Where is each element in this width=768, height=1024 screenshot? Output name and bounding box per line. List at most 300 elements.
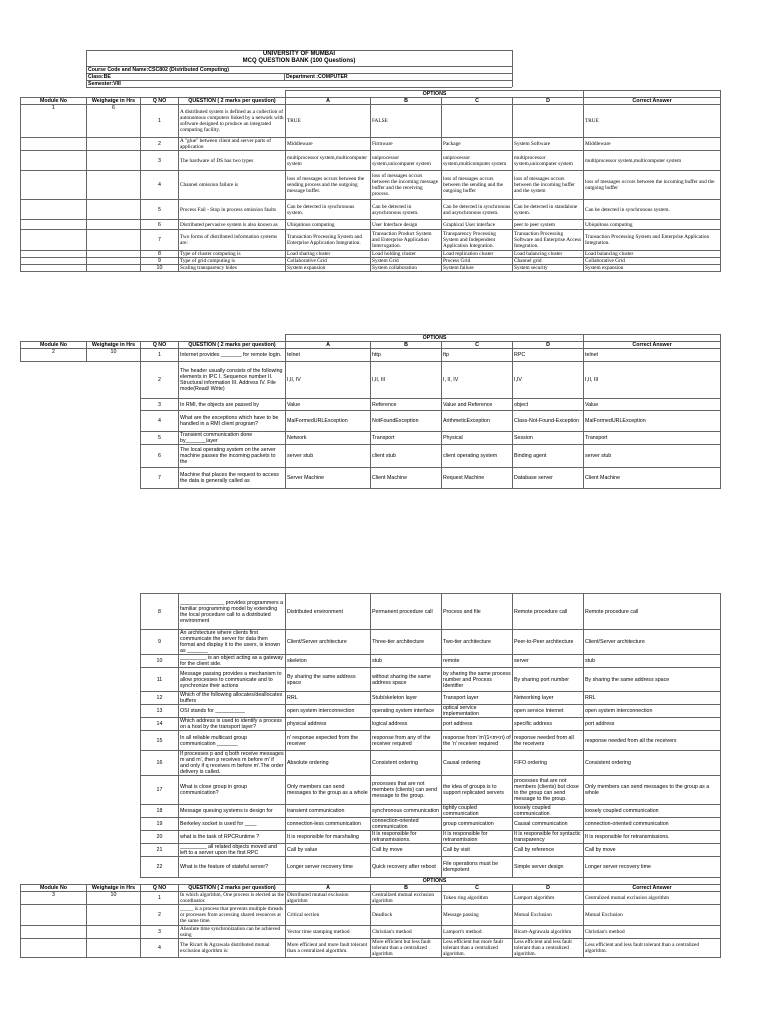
correct-answer: By sharing the same address space xyxy=(584,668,721,692)
question-number: 12 xyxy=(141,692,179,705)
question-text: Message queuing systems is design for xyxy=(179,805,286,818)
option-d-header: D xyxy=(513,885,584,892)
question-row xyxy=(21,105,721,138)
correct-answer: loss of messages occurs between the incoming buffer and the outgoing buffer xyxy=(584,171,721,200)
option-b: Consistent ordering xyxy=(371,751,442,776)
correct-answer: response needed from all the receivers xyxy=(584,731,721,751)
option-c: tightly coupled communication xyxy=(442,805,513,818)
module-number-empty xyxy=(21,432,87,445)
question-number: 4 xyxy=(141,411,179,432)
correct-answer: Client/Server architecture xyxy=(584,630,721,655)
question-number: 1 xyxy=(141,349,179,362)
question-row xyxy=(21,151,721,171)
option-c: It is responsible for retransmission xyxy=(442,831,513,844)
column-header-row xyxy=(21,885,721,892)
option-c: Less efficient but more fault tolerant than a centralized algorithm. xyxy=(442,939,513,958)
module-number-empty xyxy=(21,445,87,468)
question-row xyxy=(21,905,721,926)
qno-header: Q NO xyxy=(141,885,179,892)
column-header-row xyxy=(21,342,721,349)
correct-answer: stub xyxy=(584,655,721,668)
module-weightage: 10 xyxy=(87,892,141,905)
option-d: Mutual Exclusion xyxy=(513,905,584,926)
option-a: telnet xyxy=(286,349,371,362)
question-row xyxy=(21,668,721,692)
question-row xyxy=(21,200,721,220)
module-weightage: 6 xyxy=(87,105,141,138)
question-text: The local operating system on the server machine passes the incoming packets to the xyxy=(179,445,286,468)
option-b: Call by move xyxy=(371,844,442,857)
option-c: ftp xyxy=(442,349,513,362)
option-a: TRUE xyxy=(286,105,371,138)
question-number: 19 xyxy=(141,818,179,831)
module-weightage-empty xyxy=(87,251,141,258)
module-number-empty xyxy=(21,857,87,878)
module-no-header: Module No xyxy=(21,885,87,892)
option-c-header: C xyxy=(442,342,513,349)
question-number: 21 xyxy=(141,844,179,857)
option-c: ArithmeticException xyxy=(442,411,513,432)
question-text: The Ricart & Agrawala distributed mutual exclusion algorithm is: xyxy=(179,939,286,958)
option-b: stub xyxy=(371,655,442,668)
option-b: Three-tier architecture xyxy=(371,630,442,655)
question-number: 6 xyxy=(141,445,179,468)
option-b-header: B xyxy=(371,885,442,892)
module-number-empty xyxy=(21,362,87,399)
correct-answer: Can be detected in synchronous system. xyxy=(584,200,721,220)
module-weightage-empty xyxy=(87,905,141,926)
option-a: physical address xyxy=(286,718,371,731)
module-weightage-empty xyxy=(87,151,141,171)
option-a: Distributed mutual exclusion algorithm xyxy=(286,892,371,905)
question-text: In all reliable multicast group communication _______ xyxy=(179,731,286,751)
question-number: 18 xyxy=(141,805,179,818)
module-2-section xyxy=(0,334,768,489)
option-c: Physical xyxy=(442,432,513,445)
question-row xyxy=(21,349,721,362)
option-a: It is responsible for marshaling xyxy=(286,831,371,844)
option-c: Call by visit xyxy=(442,844,513,857)
option-d: Session xyxy=(513,432,584,445)
correct-answer: Only members can send messages to the group as a whole xyxy=(584,776,721,805)
correct-answer: System expansion xyxy=(584,265,721,272)
module-weightage-empty xyxy=(87,857,141,878)
question-row xyxy=(21,138,721,151)
question-number: 1 xyxy=(141,105,179,138)
option-d-header: D xyxy=(513,98,584,105)
question-number: 8 xyxy=(141,594,179,630)
module-number-empty xyxy=(21,668,87,692)
module-1-section xyxy=(0,90,768,272)
option-d: response needed from all the receivers xyxy=(513,731,584,751)
option-b: synchronous communication xyxy=(371,805,442,818)
spacer-cell xyxy=(584,335,721,342)
question-row xyxy=(21,258,721,265)
option-b: Reference xyxy=(371,399,442,411)
option-c: I, II, IV xyxy=(442,362,513,399)
option-b: uniprocessor system,unicomputer system xyxy=(371,151,442,171)
option-d: peer to peer system xyxy=(513,220,584,230)
correct-answer: Middleware xyxy=(584,138,721,151)
options-label: OPTIONS xyxy=(286,878,584,885)
question-row xyxy=(21,939,721,958)
option-a: server stub xyxy=(286,445,371,468)
option-c-header: C xyxy=(442,885,513,892)
question-number: 22 xyxy=(141,857,179,878)
options-header-row xyxy=(21,335,721,342)
option-b-header: B xyxy=(371,342,442,349)
option-b: I,II, III xyxy=(371,362,442,399)
question-number: 7 xyxy=(141,230,179,251)
option-b: connection-oriented communication xyxy=(371,818,442,831)
option-c: response from 'm'(1<m<n) of the 'n' receiver required xyxy=(442,731,513,751)
correct-answer: MalFormedURLException xyxy=(584,411,721,432)
correct-answer: Ubiquitous computing xyxy=(584,220,721,230)
module-weightage-empty xyxy=(87,655,141,668)
question-text: Process Fail - Stop in process omission faults xyxy=(179,200,286,220)
option-b: Load holding cluster xyxy=(371,251,442,258)
option-d: loosely coupled communication xyxy=(513,805,584,818)
option-d: It is responsible for syntactic transparency xyxy=(513,831,584,844)
module-number-empty xyxy=(21,692,87,705)
option-d: Remote procedure call xyxy=(513,594,584,630)
question-text: Scaling transparency hides xyxy=(179,265,286,272)
correct-answer: Collaborative Grid xyxy=(584,258,721,265)
options-label: OPTIONS xyxy=(286,335,584,342)
question-text: A distributed system is defined as a collection of autonomous computers linked by a network with software designed to produce an integrated computing facility. xyxy=(179,105,286,138)
correct-answer: telnet xyxy=(584,349,721,362)
option-b: System Grid xyxy=(371,258,442,265)
option-c: loss of messages occurs between the sending and the outgoing buffer xyxy=(442,171,513,200)
option-b: Deadlock xyxy=(371,905,442,926)
option-b: http xyxy=(371,349,442,362)
module-number-empty xyxy=(21,230,87,251)
option-a: Only members can send messages to the group as a whole xyxy=(286,776,371,805)
module-number-empty xyxy=(21,138,87,151)
option-c: remote xyxy=(442,655,513,668)
question-number: 6 xyxy=(141,220,179,230)
weightage-header: Weighatge in Hrs xyxy=(87,342,141,349)
module-number-empty xyxy=(21,905,87,926)
option-d: RPC xyxy=(513,349,584,362)
module-weightage-empty xyxy=(87,468,141,489)
option-b: logical address xyxy=(371,718,442,731)
option-b: Transport xyxy=(371,432,442,445)
option-d: Networking layer xyxy=(513,692,584,705)
module-weightage-empty xyxy=(87,692,141,705)
option-a: Distributed environment xyxy=(286,594,371,630)
question-number: 10 xyxy=(141,655,179,668)
module-1-table xyxy=(20,90,721,272)
module-weightage: 10 xyxy=(87,349,141,362)
question-text: What is close group in group communication? xyxy=(179,776,286,805)
module-number-empty xyxy=(21,258,87,265)
option-a: MalFormedURLException xyxy=(286,411,371,432)
module-weightage-empty xyxy=(87,831,141,844)
module-number-empty xyxy=(21,265,87,272)
option-a: Longer server recovery time xyxy=(286,857,371,878)
option-b: Centralized mutual exclusion algorithm xyxy=(371,892,442,905)
question-text: Channel omission failure is xyxy=(179,171,286,200)
question-row xyxy=(21,776,721,805)
spacer-cell xyxy=(584,878,721,885)
question-bank-title: MCQ QUESTION BANK (100 Questions) xyxy=(242,58,356,64)
option-d: Lamport algorithm xyxy=(513,892,584,905)
module-number-empty xyxy=(21,630,87,655)
question-row xyxy=(21,805,721,818)
correct-answer: Call by move xyxy=(584,844,721,857)
question-text: In which algorithm, One process is elected as the coordinator. xyxy=(180,892,284,904)
module-number-empty xyxy=(21,844,87,857)
module-number-empty xyxy=(21,939,87,958)
option-a: RRL xyxy=(286,692,371,705)
university-title: UNIVERSITY OF MUMBAI xyxy=(262,51,336,57)
spacer-cell xyxy=(21,91,286,98)
option-b: More efficient but less fault tolerant than a centralized algorithm xyxy=(371,939,442,958)
option-a-header: A xyxy=(286,885,371,892)
module-number-empty xyxy=(21,200,87,220)
question-text: Two forms of distributed information systems are: xyxy=(179,230,286,251)
option-c: by sharing the same process number and Process Identifier xyxy=(442,668,513,692)
column-header-row xyxy=(21,98,721,105)
option-c: optical service implementation xyxy=(442,705,513,718)
correct-answer: server stub xyxy=(584,445,721,468)
question-number: 3 xyxy=(141,926,179,939)
option-a: Client/Server architecture xyxy=(286,630,371,655)
correct-answer: multiprocessor system,multicomputer system xyxy=(584,151,721,171)
option-b: Can be detected in asynchronous system. xyxy=(371,200,442,220)
question-number: 5 xyxy=(141,432,179,445)
option-a: open system interconnection xyxy=(286,705,371,718)
option-b: Firmware xyxy=(371,138,442,151)
option-b: User Interface design xyxy=(371,220,442,230)
option-a: Ubiquitous computing xyxy=(286,220,371,230)
correct-answer: port address xyxy=(584,718,721,731)
question-number: 2 xyxy=(141,905,179,926)
option-d: Class-Not-Found-Exception xyxy=(513,411,584,432)
question-text: Distributed pervasive system is also known as xyxy=(179,220,286,230)
option-a: Absolute ordering xyxy=(286,751,371,776)
question-row xyxy=(21,399,721,411)
correct-answer: It is responsible for retransmissions. xyxy=(584,831,721,844)
option-d: specific address xyxy=(513,718,584,731)
question-row xyxy=(21,844,721,857)
correct-answer: TRUE xyxy=(584,105,721,138)
question-row xyxy=(21,411,721,432)
question-row xyxy=(21,751,721,776)
option-a: Can be detected in synchronous system. xyxy=(286,200,371,220)
department-label: Department :COMPUTER xyxy=(286,74,348,80)
module-weightage-empty xyxy=(87,844,141,857)
correct-answer: I,II, III xyxy=(584,362,721,399)
question-number: 2 xyxy=(141,138,179,151)
option-a: loss of messages occurs between the sending process and the outgoing message buffer. xyxy=(286,171,371,200)
module-weightage-empty xyxy=(87,445,141,468)
question-number: 8 xyxy=(141,251,179,258)
question-number: 10 xyxy=(141,265,179,272)
module-number-empty xyxy=(21,751,87,776)
option-d: Can be detected in standalone system. xyxy=(513,200,584,220)
option-a: transient communication xyxy=(286,805,371,818)
question-header: QUESTION ( 2 marks per question) xyxy=(179,98,286,105)
module-weightage-empty xyxy=(87,362,141,399)
option-c: the idea of groups is to support replicated servers xyxy=(442,776,513,805)
question-text: Machine that places the request to access the data is generally called as xyxy=(179,468,286,489)
option-c: System failure xyxy=(442,265,513,272)
option-c: uniprocessor system,multicomputer system xyxy=(442,151,513,171)
option-a-header: A xyxy=(286,342,371,349)
module-number-empty xyxy=(21,251,87,258)
module-weightage-empty xyxy=(87,926,141,939)
module-weightage-empty xyxy=(87,399,141,411)
correct-answer: Centralized mutual exclusion algorithm xyxy=(584,892,721,905)
correct-answer: Value xyxy=(584,399,721,411)
question-text: OSI stands for __________ xyxy=(179,705,286,718)
question-number: 9 xyxy=(141,630,179,655)
header-rule xyxy=(512,50,513,87)
option-c: Token ring algorithm xyxy=(442,892,513,905)
question-text: what is the task of RPCRuntime ? xyxy=(179,831,286,844)
option-d-header: D xyxy=(513,342,584,349)
module-number-empty xyxy=(21,776,87,805)
question-text: What are the exceptions which have to be handled in a RMI client program? xyxy=(179,411,286,432)
module-weightage-empty xyxy=(87,805,141,818)
module-weightage-empty xyxy=(87,138,141,151)
module-number: 2 xyxy=(21,349,87,362)
option-c: Causal ordering xyxy=(442,751,513,776)
option-c: Transport layer xyxy=(442,692,513,705)
option-a-header: A xyxy=(286,98,371,105)
module-number-empty xyxy=(21,926,87,939)
module-number-empty xyxy=(21,171,87,200)
module-number-empty xyxy=(21,831,87,844)
qno-header: Q NO xyxy=(141,98,179,105)
correct-answer: loosely coupled communication xyxy=(584,805,721,818)
option-d xyxy=(513,105,584,138)
option-d: FIFO ordering xyxy=(513,751,584,776)
option-b: client stub xyxy=(371,445,442,468)
module-number-empty xyxy=(21,468,87,489)
option-a: I,II, IV xyxy=(286,362,371,399)
option-d: server xyxy=(513,655,584,668)
question-number: 2 xyxy=(141,362,179,399)
header-rule xyxy=(284,73,285,80)
module-number-empty xyxy=(21,818,87,831)
module-weightage-empty xyxy=(87,668,141,692)
question-row xyxy=(21,468,721,489)
option-c: Graphical User interface xyxy=(442,220,513,230)
module-weightage-empty xyxy=(87,220,141,230)
correct-answer: Transport xyxy=(584,432,721,445)
module-weightage-empty xyxy=(87,939,141,958)
option-b: Stub/skeleton layer xyxy=(371,692,442,705)
question-number: 20 xyxy=(141,831,179,844)
question-number: 3 xyxy=(141,399,179,411)
correct-answer: connection-oriented communication xyxy=(584,818,721,831)
question-row xyxy=(21,857,721,878)
qno-header: Q NO xyxy=(141,342,179,349)
question-row xyxy=(21,831,721,844)
module-number-empty xyxy=(21,220,87,230)
option-a: Value xyxy=(286,399,371,411)
option-a: multiprocessor system,multicomputer system xyxy=(286,151,371,171)
question-text: An architecture where clients first communicate the server for data then format and display it to the users, is known as _______ xyxy=(179,630,286,655)
option-d: I,IV xyxy=(513,362,584,399)
option-b: Client Machine xyxy=(371,468,442,489)
question-row xyxy=(21,718,721,731)
module-number-empty xyxy=(21,655,87,668)
header-rule xyxy=(86,50,87,87)
option-c: Can be detected in synchronous and asynchronous system. xyxy=(442,200,513,220)
correct-answer-header: Correct Answer xyxy=(584,885,721,892)
class-label: Class:BE xyxy=(88,74,111,80)
option-d: Binding agent xyxy=(513,445,584,468)
module-number-empty xyxy=(21,705,87,718)
question-text: _________ is an object acting as a gateway for the client side. xyxy=(179,655,286,668)
option-d: Call by reference xyxy=(513,844,584,857)
question-row xyxy=(21,926,721,939)
option-d: Less efficient and less fault tolerant than a centralized algorithm. xyxy=(513,939,584,958)
option-a: Critical section xyxy=(286,905,371,926)
module-number: 1 xyxy=(21,105,87,138)
question-row xyxy=(21,432,721,445)
option-c-header: C xyxy=(442,98,513,105)
question-row xyxy=(21,362,721,399)
correct-answer: Christian's method xyxy=(584,926,721,939)
option-c: Message passing xyxy=(442,905,513,926)
module-number-empty xyxy=(21,399,87,411)
question-text: Internet provides _______ for remote login. xyxy=(179,349,286,362)
option-b: System collaboration xyxy=(371,265,442,272)
option-d: Transaction Processing Software and Enterprise Access Integration. xyxy=(513,230,584,251)
question-row xyxy=(21,731,721,751)
semester-label: Semester:VIII xyxy=(88,81,121,87)
option-d: System security xyxy=(513,265,584,272)
module-weightage-empty xyxy=(87,594,141,630)
question-text: _______________ provides programmers a familiar programming model by extending the local procedure call to a distributed environment xyxy=(179,594,286,630)
module-weightage-empty xyxy=(87,432,141,445)
option-b: Permanent procedure call xyxy=(371,594,442,630)
module-number-empty xyxy=(21,411,87,432)
option-d: Causal communication xyxy=(513,818,584,831)
option-a: Server Machine xyxy=(286,468,371,489)
option-a: More efficient and more fault tolerant than a centralized algorithm. xyxy=(286,939,371,958)
question-row xyxy=(21,171,721,200)
question-number: 7 xyxy=(141,468,179,489)
question-row xyxy=(21,265,721,272)
question-row xyxy=(21,594,721,630)
question-text: In RMI, the objects are passed by xyxy=(179,399,286,411)
option-b: NotFoundException xyxy=(371,411,442,432)
question-text: Transient communication done by_______layer xyxy=(179,432,286,445)
question-row xyxy=(21,705,721,718)
correct-answer-header: Correct Answer xyxy=(584,98,721,105)
module-number-empty xyxy=(21,151,87,171)
module-weightage-empty xyxy=(87,705,141,718)
option-c: Load replication cluster xyxy=(442,251,513,258)
correct-answer: Transaction Processing System and Enterprise Application Integration. xyxy=(584,230,721,251)
option-c: Process Grid xyxy=(442,258,513,265)
question-row xyxy=(21,220,721,230)
module-weightage-empty xyxy=(87,776,141,805)
question-number: 13 xyxy=(141,705,179,718)
option-b: Quick recovery after reboot xyxy=(371,857,442,878)
question-header: QUESTION ( 2 marks per question) xyxy=(179,342,286,349)
question-text: What is the feature of stateful server? xyxy=(179,857,286,878)
question-text: Type of grid computing is xyxy=(179,258,286,265)
option-a: Collaborative Grid xyxy=(286,258,371,265)
question-text: _________ all related objects moved and left to a server upon the first RPC xyxy=(179,844,286,857)
